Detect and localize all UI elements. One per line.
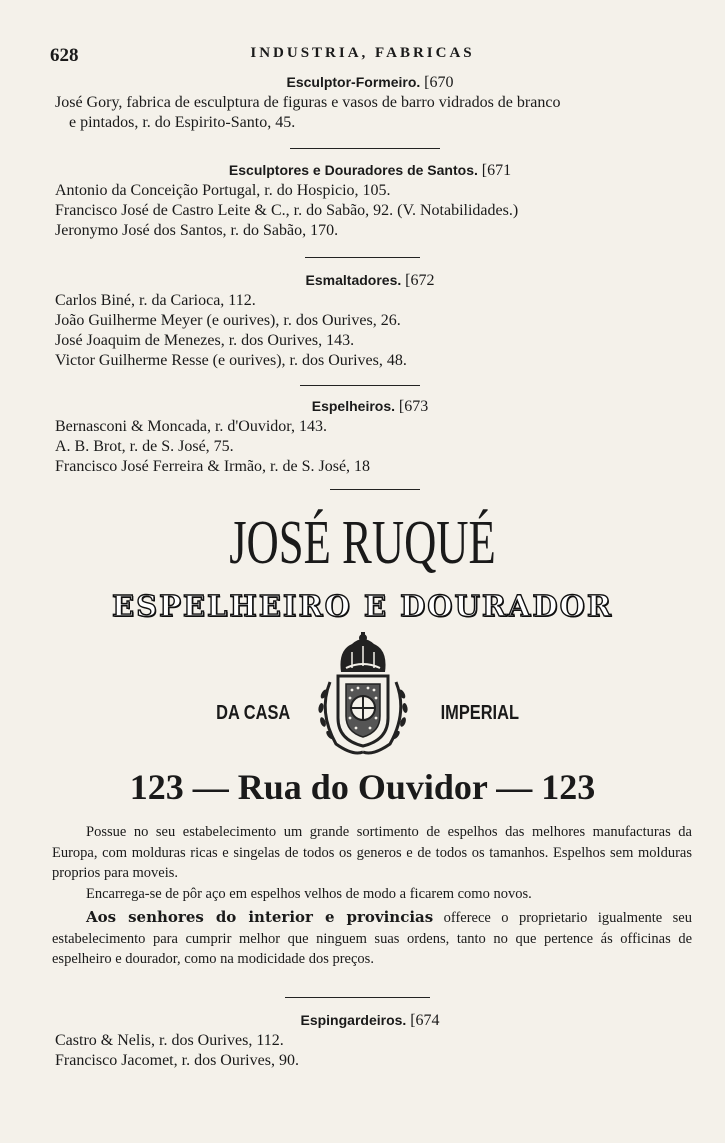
section-heading bbox=[55, 270, 685, 291]
advert-paragraph-text: offerece o proprietario igualmente seu estabelecimento para cumprir melhor que ninguem suas ordens, tanto no que pertence ás officinas de espelheiro e dourador, como na modicidade dos preços. bbox=[52, 910, 692, 967]
section-number: [672 bbox=[405, 272, 435, 289]
list-entry: José Gory, fabrica de esculptura de figuras e vasos de barro vidrados de branco bbox=[55, 94, 561, 111]
list-entry: A. B. Brot, r. de S. José, 75. bbox=[55, 438, 234, 455]
divider bbox=[305, 257, 420, 258]
list-entry: Antonio da Conceição Portugal, r. do Hospicio, 105. bbox=[55, 182, 391, 199]
section-title: Esculptores e Douradores de Santos. bbox=[228, 162, 478, 178]
divider bbox=[330, 489, 420, 490]
divider bbox=[290, 148, 440, 149]
section-number: [674 bbox=[410, 1012, 440, 1029]
page-number: 628 bbox=[50, 45, 79, 66]
advert-casa-left: DA CASA bbox=[216, 702, 291, 724]
list-entry: Carlos Biné, r. da Carioca, 112. bbox=[55, 292, 256, 309]
list-entry: Jeronymo José dos Santos, r. do Sabão, 170. bbox=[55, 222, 339, 239]
list-entry: Francisco José Ferreira & Irmão, r. de S. José, 18 bbox=[55, 458, 371, 475]
divider bbox=[285, 997, 430, 998]
section-esculptores-douradores bbox=[55, 160, 685, 241]
running-title: INDUSTRIA, FABRICAS bbox=[250, 45, 475, 61]
list-entry: Castro & Nelis, r. dos Ourives, 112. bbox=[55, 1032, 284, 1049]
advert-casa-right: IMPERIAL bbox=[440, 702, 519, 724]
list-entry: e pintados, r. do Espirito-Santo, 45. bbox=[69, 114, 296, 131]
advert-paragraph: Possue no seu estabelecimento um grande sortimento de espelhos das melhores manufacturas da Europa, com molduras ricas e singelas de todos os generos e de todos os tamanhos. Espelhos sem molduras proprios para moveis. bbox=[52, 824, 692, 881]
advert-name: JOSÉ RUQUÉ bbox=[229, 509, 496, 577]
section-number: [671 bbox=[481, 162, 512, 179]
page-header bbox=[0, 45, 725, 69]
section-espelheiros bbox=[55, 396, 685, 477]
list-entry: Francisco Jacomet, r. dos Ourives, 90. bbox=[55, 1052, 299, 1069]
imperial-crest-icon bbox=[308, 632, 418, 762]
section-heading bbox=[55, 72, 685, 93]
section-heading bbox=[55, 396, 685, 417]
section-esmaltadores bbox=[55, 270, 685, 371]
advert-lead-text: Aos senhores do interior e provincias bbox=[86, 908, 434, 926]
section-title: Espelheiros. bbox=[311, 398, 396, 414]
section-title: Esculptor-Formeiro. bbox=[286, 74, 421, 90]
advert-address: 123 — Rua do Ouvidor — 123 bbox=[129, 767, 596, 807]
section-heading bbox=[55, 160, 685, 181]
list-entry: Bernasconi & Moncada, r. d'Ouvidor, 143. bbox=[55, 418, 327, 435]
list-entry: Victor Guilherme Resse (e ourives), r. dos Ourives, 48. bbox=[55, 352, 407, 369]
list-entry: Francisco José de Castro Leite & C., r. do Sabão, 92. (V. Notabilidades.) bbox=[55, 202, 519, 219]
advert-paragraph bbox=[52, 907, 692, 970]
section-title: Esmaltadores. bbox=[305, 272, 402, 288]
section-espingardeiros bbox=[55, 1010, 685, 1071]
list-entry: José Joaquim de Menezes, r. dos Ourives, 143. bbox=[55, 332, 355, 349]
advert-trade: ESPELHEIRO E DOURADOR bbox=[112, 589, 613, 623]
section-title: Espingardeiros. bbox=[300, 1012, 407, 1028]
advert-body bbox=[52, 822, 692, 970]
advert-paragraph: Encarrega-se de pôr aço em espelhos velhos de modo a ficarem como novos. bbox=[86, 885, 532, 902]
divider bbox=[300, 385, 420, 386]
section-number: [673 bbox=[398, 398, 429, 415]
list-entry: João Guilherme Meyer (e ourives), r. dos Ourives, 26. bbox=[55, 312, 401, 329]
section-number: [670 bbox=[424, 74, 454, 91]
section-esculptor-formeiro bbox=[55, 72, 685, 133]
section-heading bbox=[55, 1010, 685, 1031]
